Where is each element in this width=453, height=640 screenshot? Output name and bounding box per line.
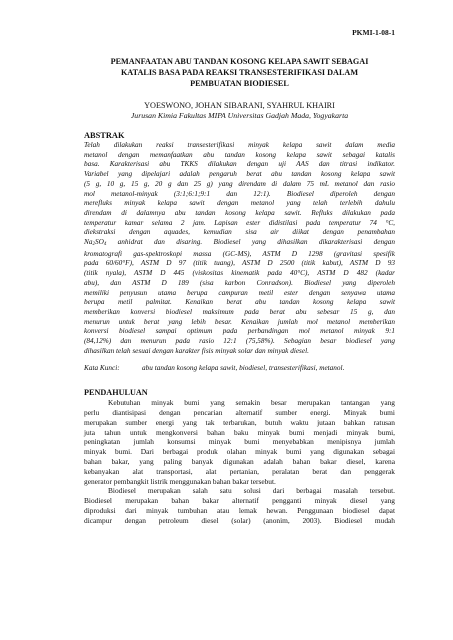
abstract-line: memberikan konversi biodiesel maksimum pada berat abu sebesar 15 g, dan: [84, 307, 395, 316]
paragraph-line: kebanyakan alat transportasi, alat pertanian, peralatan berat dan penggerak: [84, 466, 395, 476]
keywords-value: abu tandan kosong kelapa sawit, biodiesel, transesterifikasi, metanol.: [142, 364, 345, 373]
authors: YOESWONO, JOHAN SIBARANI, SYAHRUL KHAIRI: [144, 101, 335, 110]
abstract-line: (5 g, 10 g, 15 g, 20 g dan 25 g) yang direndam di dalam 75 mL metanol dan rasio: [84, 179, 395, 188]
abstract-body: [84, 141, 395, 356]
paragraph-line: bahan bakar, yang paling banyak digunakan adalah bahan bakar diesel, karena: [84, 456, 395, 466]
paragraph-line: peningkatan jumlah konsumsi minyak bumi menyebabkan menipisnya jumlah: [84, 437, 395, 447]
affiliation: Jurusan Kimia Fakultas MIPA Universitas Gadjah Mada, Yogyakarta: [130, 111, 349, 120]
abstract-line: abu), dan ASTM D 189 (sisa karbon Conradson). Biodiesel yang diperoleh: [84, 278, 395, 287]
document-code: PKMI-1-08-1: [352, 28, 395, 37]
paragraph-line: Biodiesel merupakan salah satu solusi dari berbagai masalah tersebut.: [108, 486, 395, 496]
paragraph-line: Kebutuhan minyak bumi yang semakin besar merupakan tantangan yang: [108, 398, 395, 408]
abstract-line: direndam di dalamnya abu tandan kosong kelapa sawit. Refluks dilakukan pada: [84, 208, 395, 217]
abstract-line: dihasilkan telah sesuai dengan karakter fisis minyak solar dan minyak diesel.: [84, 346, 309, 355]
paragraph-line: dicampur dengan petroleum diesel (solar) (anonim, 2003). Biodiesel mudah: [84, 515, 395, 525]
keywords-label: Kata Kunci:: [84, 364, 120, 373]
abstract-heading: ABSTRAK: [84, 131, 125, 140]
abstract-line: berupa metil palmitat. Kenaikan berat abu tandan kosong kelapa sawit: [84, 298, 395, 307]
title-line: PEMBUATAN BIODIESEL: [190, 79, 289, 88]
abstract-line: metanol dengan memanfaatkan abu tandan kosong kelapa sawit sebagai katalis: [84, 150, 395, 159]
abstract-line: (titik nyala), ASTM D 445 (viskositas kinematik pada 40°C), ASTM D 482 (kadar: [84, 269, 395, 278]
intro-body: [84, 398, 395, 525]
abstract-line: mol metanol-minyak (3:1;6:1;9:1 dan 12:1). Biodiesel diperoleh dengan: [84, 189, 395, 198]
abstract-line: konversi biodiesel sampai optimum pada perbandingan mol metanol minyak 9:1: [84, 327, 395, 336]
title-line: KATALIS BASA PADA REAKSI TRANSESTERIFIKASI DALAM: [120, 68, 359, 77]
abstract-line: Variabel yang dipelajari adalah pengaruh berat abu tandan kosong kelapa sawit: [84, 170, 395, 179]
abstract-line: basa. Karakterisasi abu TKKS dilakukan dengan uji AAS dan titrasi indikator.: [84, 160, 395, 169]
abstract-line: $Na_2SO_4$ anhidrat dan disaring. Biodiesel yang dihasilkan dikarakterisasi dengan: [84, 238, 395, 248]
abstract-line: Telah dilakukan reaksi transesterifikasi minyak kelapa sawit dalam media: [84, 141, 395, 149]
paragraph-line: perlu diantisipasi dengan pencarian alternatif sumber energi. Minyak bumi: [84, 407, 395, 417]
keywords: [84, 364, 395, 374]
abstract-line: diekstraksi dengan aquades, kemudian sisa air diikat dengan penambahan: [84, 228, 395, 237]
abstract-line: menurun untuk berat yang lebih besar. Kenaikan jumlah mol metanol memberikan: [84, 317, 395, 326]
abstract-line: merefluks minyak kelapa sawit dengan metanol yang telah terlebih dahulu: [84, 199, 395, 208]
abstract-line: memiliki penyusun utama berupa campuran metil ester dengan senyawa utama: [84, 288, 395, 297]
title-line: PEMANFAATAN ABU TANDAN KOSONG KELAPA SAWIT SEBAGAI: [110, 57, 369, 66]
abstract-line: kromatografi gas-spektroskopi massa (GC-MS), ASTM D 1298 (gravitasi spesifik: [84, 249, 395, 258]
paper-title: [84, 56, 395, 89]
paragraph-line: diproduksi dari minyak tumbuhan atau lemak hewan. Penggunaan biodiesel dapat: [84, 505, 395, 515]
paragraph-line: juta tahun untuk mengkonversi bahan baku minyak bumi menjadi minyak bumi,: [84, 427, 395, 437]
abstract-line: temperatur kamar selama 2 jam. Lapisan ester didistilasi pada temperatur 74 °C,: [84, 218, 395, 227]
paragraph-line: merupakan sumber energi yang tak terbarukan, butuh waktu jutaan bahkan ratusan: [84, 417, 395, 427]
paragraph-line: Biodiesel merupakan bahan bakar alternatif pengganti minyak diesel yang: [84, 496, 395, 506]
abstract-line: pada 60/60°F), ASTM D 97 (titik tuang), ASTM D 2500 (titik kabut), ASTM D 93: [84, 259, 395, 268]
paragraph-line: minyak bumi. Dari berbagai produk olahan minyak bumi yang digunakan sebagai: [84, 447, 395, 457]
abstract-line: (84,12%) dan menurun pada rasio 12:1 (75,58%). Sebagian besar biodiesel yang: [84, 337, 395, 346]
intro-heading: PENDAHULUAN: [84, 388, 148, 398]
paragraph-line: generator pembangkit listrik menggunakan bahan bakar tersebut.: [84, 476, 276, 486]
